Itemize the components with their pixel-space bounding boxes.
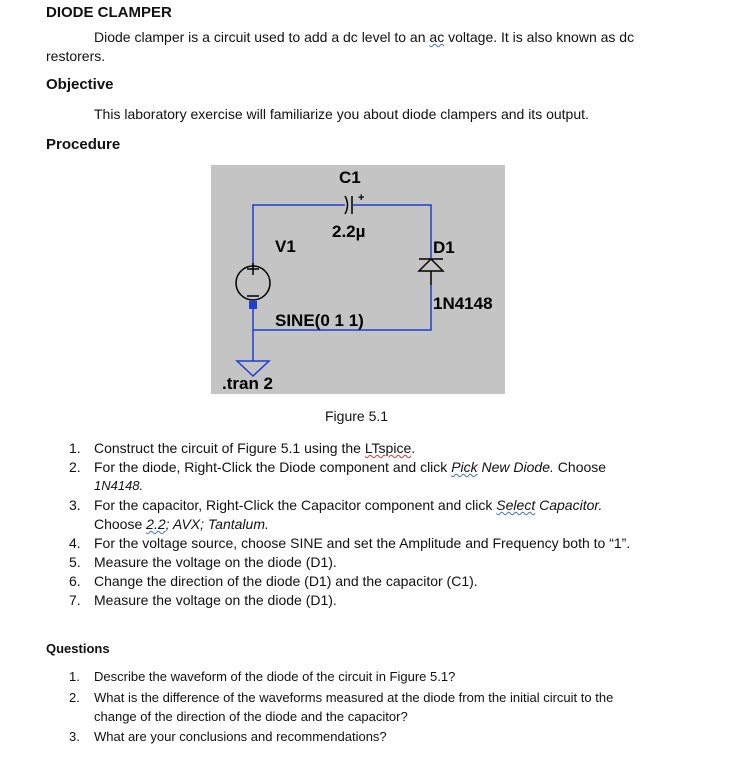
- v1-value: SINE(0 1 1): [275, 311, 364, 330]
- capacitor-value: 2.2: [146, 516, 166, 532]
- questions-heading: Questions: [46, 641, 110, 656]
- list-item-continuation: change of the direction of the diode and the capacitor?: [94, 709, 408, 724]
- list-number: 2.: [69, 459, 81, 475]
- list-item: [69, 690, 614, 705]
- list-item: [69, 459, 607, 475]
- list-item: [69, 535, 631, 551]
- step-text: Measure the voltage on the diode (D1).: [94, 592, 337, 608]
- list-number: 1.: [69, 669, 80, 684]
- list-number: 7.: [69, 592, 81, 608]
- question-text: What are your conclusions and recommendations?: [94, 729, 387, 744]
- v1-label: V1: [275, 237, 296, 256]
- d1-label: D1: [433, 238, 455, 257]
- list-item: [69, 573, 478, 589]
- select-word: Select: [496, 497, 536, 513]
- intro-line-2: restorers.: [46, 48, 106, 64]
- c1-label: C1: [339, 168, 361, 187]
- intro-text-a: Diode clamper is a circuit used to add a dc level to an: [94, 29, 430, 45]
- objective-heading: Objective: [46, 76, 114, 93]
- list-item: [69, 497, 603, 513]
- ltspice-word: LTspice: [364, 440, 412, 456]
- list-number: 3.: [69, 497, 81, 513]
- step-text: Construct the circuit of Figure 5.1 using the: [94, 440, 365, 456]
- capacitor-symbol: [345, 196, 352, 214]
- step-text: For the capacitor, Right-Click the Capacitor component and click: [94, 497, 497, 513]
- list-number: 4.: [69, 535, 81, 551]
- page-title: DIODE CLAMPER: [46, 4, 172, 21]
- pick-word: Pick: [451, 459, 478, 475]
- step-text: Change the direction of the diode (D1) and the capacitor (C1).: [94, 573, 478, 589]
- schematic-drawing: [211, 165, 505, 394]
- list-item: [69, 554, 337, 570]
- intro-ac-word: ac: [429, 29, 445, 45]
- step-text-end: .: [411, 440, 416, 456]
- voltage-source-signs: [247, 263, 259, 296]
- procedure-heading: Procedure: [46, 136, 121, 153]
- list-item: [69, 592, 337, 608]
- step-text: Choose: [94, 516, 147, 532]
- capacitor-spec: ; AVX; Tantalum.: [165, 516, 269, 532]
- c1-value: 2.2µ: [332, 222, 366, 241]
- diode-symbol: [419, 259, 443, 285]
- list-item-continuation: 1N4148.: [94, 478, 144, 493]
- list-item: [69, 669, 456, 684]
- diode-triangle: [419, 259, 443, 271]
- new-diode-text: New Diode.: [477, 459, 554, 475]
- step-text: For the diode, Right-Click the Diode component and click: [94, 459, 452, 475]
- objective-text: This laboratory exercise will familiarize you about diode clampers and its output.: [94, 106, 589, 122]
- question-text: Describe the waveform of the diode of the circuit in Figure 5.1?: [94, 669, 456, 684]
- capacitor-text: Capacitor.: [535, 497, 603, 513]
- list-item: [69, 440, 416, 456]
- tran-directive: .tran 2: [222, 374, 274, 393]
- d1-value: 1N4148: [433, 294, 493, 313]
- circuit-node: [249, 301, 257, 309]
- list-item-continuation: [94, 516, 269, 532]
- capacitor-polarity: +: [358, 192, 365, 204]
- circuit-schematic: [211, 165, 505, 394]
- list-number: 1.: [69, 440, 81, 456]
- figure-caption: Figure 5.1: [325, 408, 389, 424]
- list-number: 3.: [69, 729, 80, 744]
- list-number: 6.: [69, 573, 81, 589]
- intro-line-1: [94, 29, 634, 45]
- intro-text-b: voltage. It is also known as dc: [444, 29, 635, 45]
- step-text: Measure the voltage on the diode (D1).: [94, 554, 337, 570]
- list-item: [69, 729, 387, 744]
- question-text: What is the difference of the waveforms measured at the diode from the initial circuit to the: [94, 690, 614, 705]
- list-number: 5.: [69, 554, 81, 570]
- step-text-end: Choose: [553, 459, 607, 475]
- step-text: For the voltage source, choose SINE and set the Amplitude and Frequency both to “1”.: [94, 535, 631, 551]
- list-number: 2.: [69, 690, 80, 705]
- capacitor-curved-plate: [345, 196, 348, 214]
